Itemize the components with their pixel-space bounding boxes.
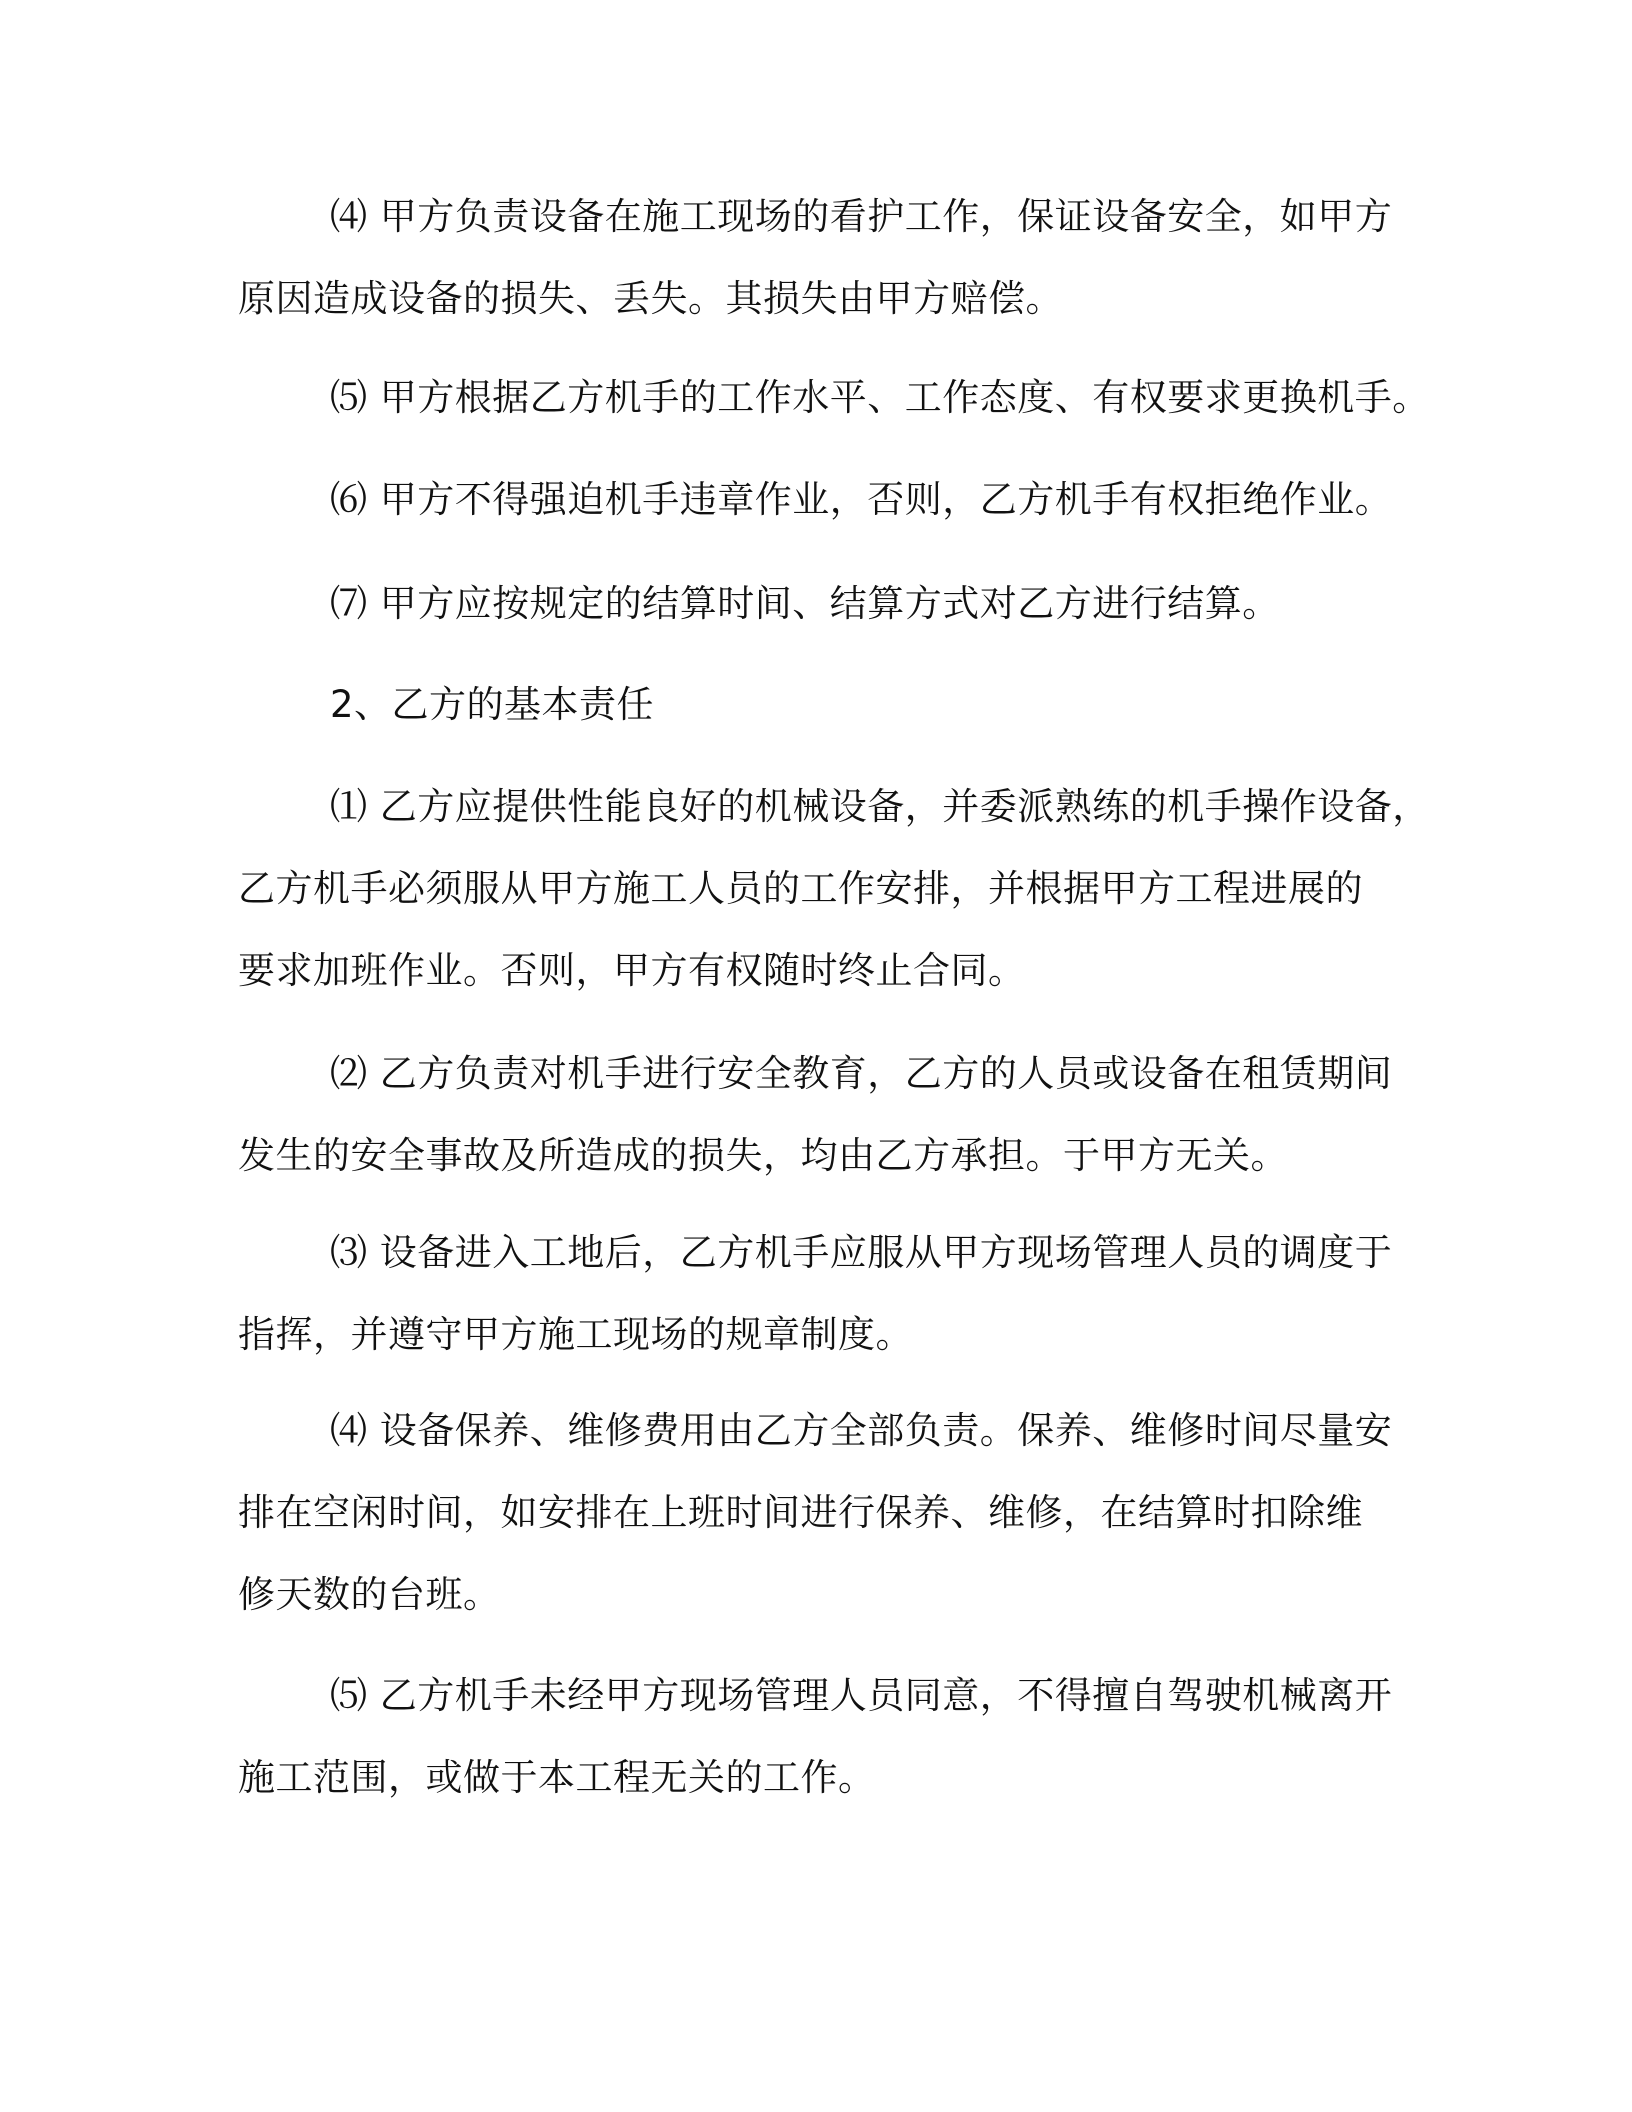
- text-line: 排在空闲时间，如安排在上班时间进行保养、维修，在结算时扣除维: [238, 1491, 1363, 1534]
- section-heading: 2、乙方的基本责任: [330, 683, 655, 726]
- text-line: ⑸ 乙方机手未经甲方现场管理人员同意，不得擅自驾驶机械离开: [330, 1674, 1393, 1717]
- paragraph-b5: [238, 1655, 1438, 1819]
- paragraph-a4: [238, 176, 1438, 340]
- paragraph-b1: [238, 766, 1438, 1012]
- paragraph-b2: [238, 1033, 1438, 1197]
- text-line: 要求加班作业。否则，甲方有权随时终止合同。: [238, 949, 1026, 992]
- paragraph-b4: [238, 1390, 1438, 1636]
- section-heading-party-b: [238, 664, 1438, 746]
- text-line: 乙方机手必须服从甲方施工人员的工作安排，并根据甲方工程进展的: [238, 867, 1363, 910]
- text-line: 原因造成设备的损失、丢失。其损失由甲方赔偿。: [238, 277, 1063, 320]
- text-line: ⑴ 乙方应提供性能良好的机械设备，并委派熟练的机手操作设备，: [330, 785, 1430, 828]
- text-line: 修天数的台班。: [238, 1573, 501, 1616]
- text-line: 指挥，并遵守甲方施工现场的规章制度。: [238, 1313, 913, 1356]
- text-line: 发生的安全事故及所造成的损失，均由乙方承担。于甲方无关。: [238, 1134, 1288, 1177]
- text-line: ⑹ 甲方不得强迫机手违章作业，否则，乙方机手有权拒绝作业。: [330, 478, 1393, 521]
- paragraph-a7: [238, 563, 1438, 645]
- text-line: 施工范围，或做于本工程无关的工作。: [238, 1756, 876, 1799]
- text-line: ⑷ 设备保养、维修费用由乙方全部负责。保养、维修时间尽量安: [330, 1409, 1393, 1452]
- paragraph-b3: [238, 1212, 1438, 1376]
- text-line: ⑵ 乙方负责对机手进行安全教育，乙方的人员或设备在租赁期间: [330, 1052, 1393, 1095]
- text-line: ⑺ 甲方应按规定的结算时间、结算方式对乙方进行结算。: [330, 582, 1280, 625]
- text-line: ⑷ 甲方负责设备在施工现场的看护工作，保证设备安全，如甲方: [330, 195, 1393, 238]
- paragraph-a5: [238, 357, 1438, 439]
- text-line: ⑸ 甲方根据乙方机手的工作水平、工作态度、有权要求更换机手。: [330, 376, 1430, 419]
- text-line: ⑶ 设备进入工地后，乙方机手应服从甲方现场管理人员的调度于: [330, 1231, 1393, 1274]
- paragraph-a6: [238, 459, 1438, 541]
